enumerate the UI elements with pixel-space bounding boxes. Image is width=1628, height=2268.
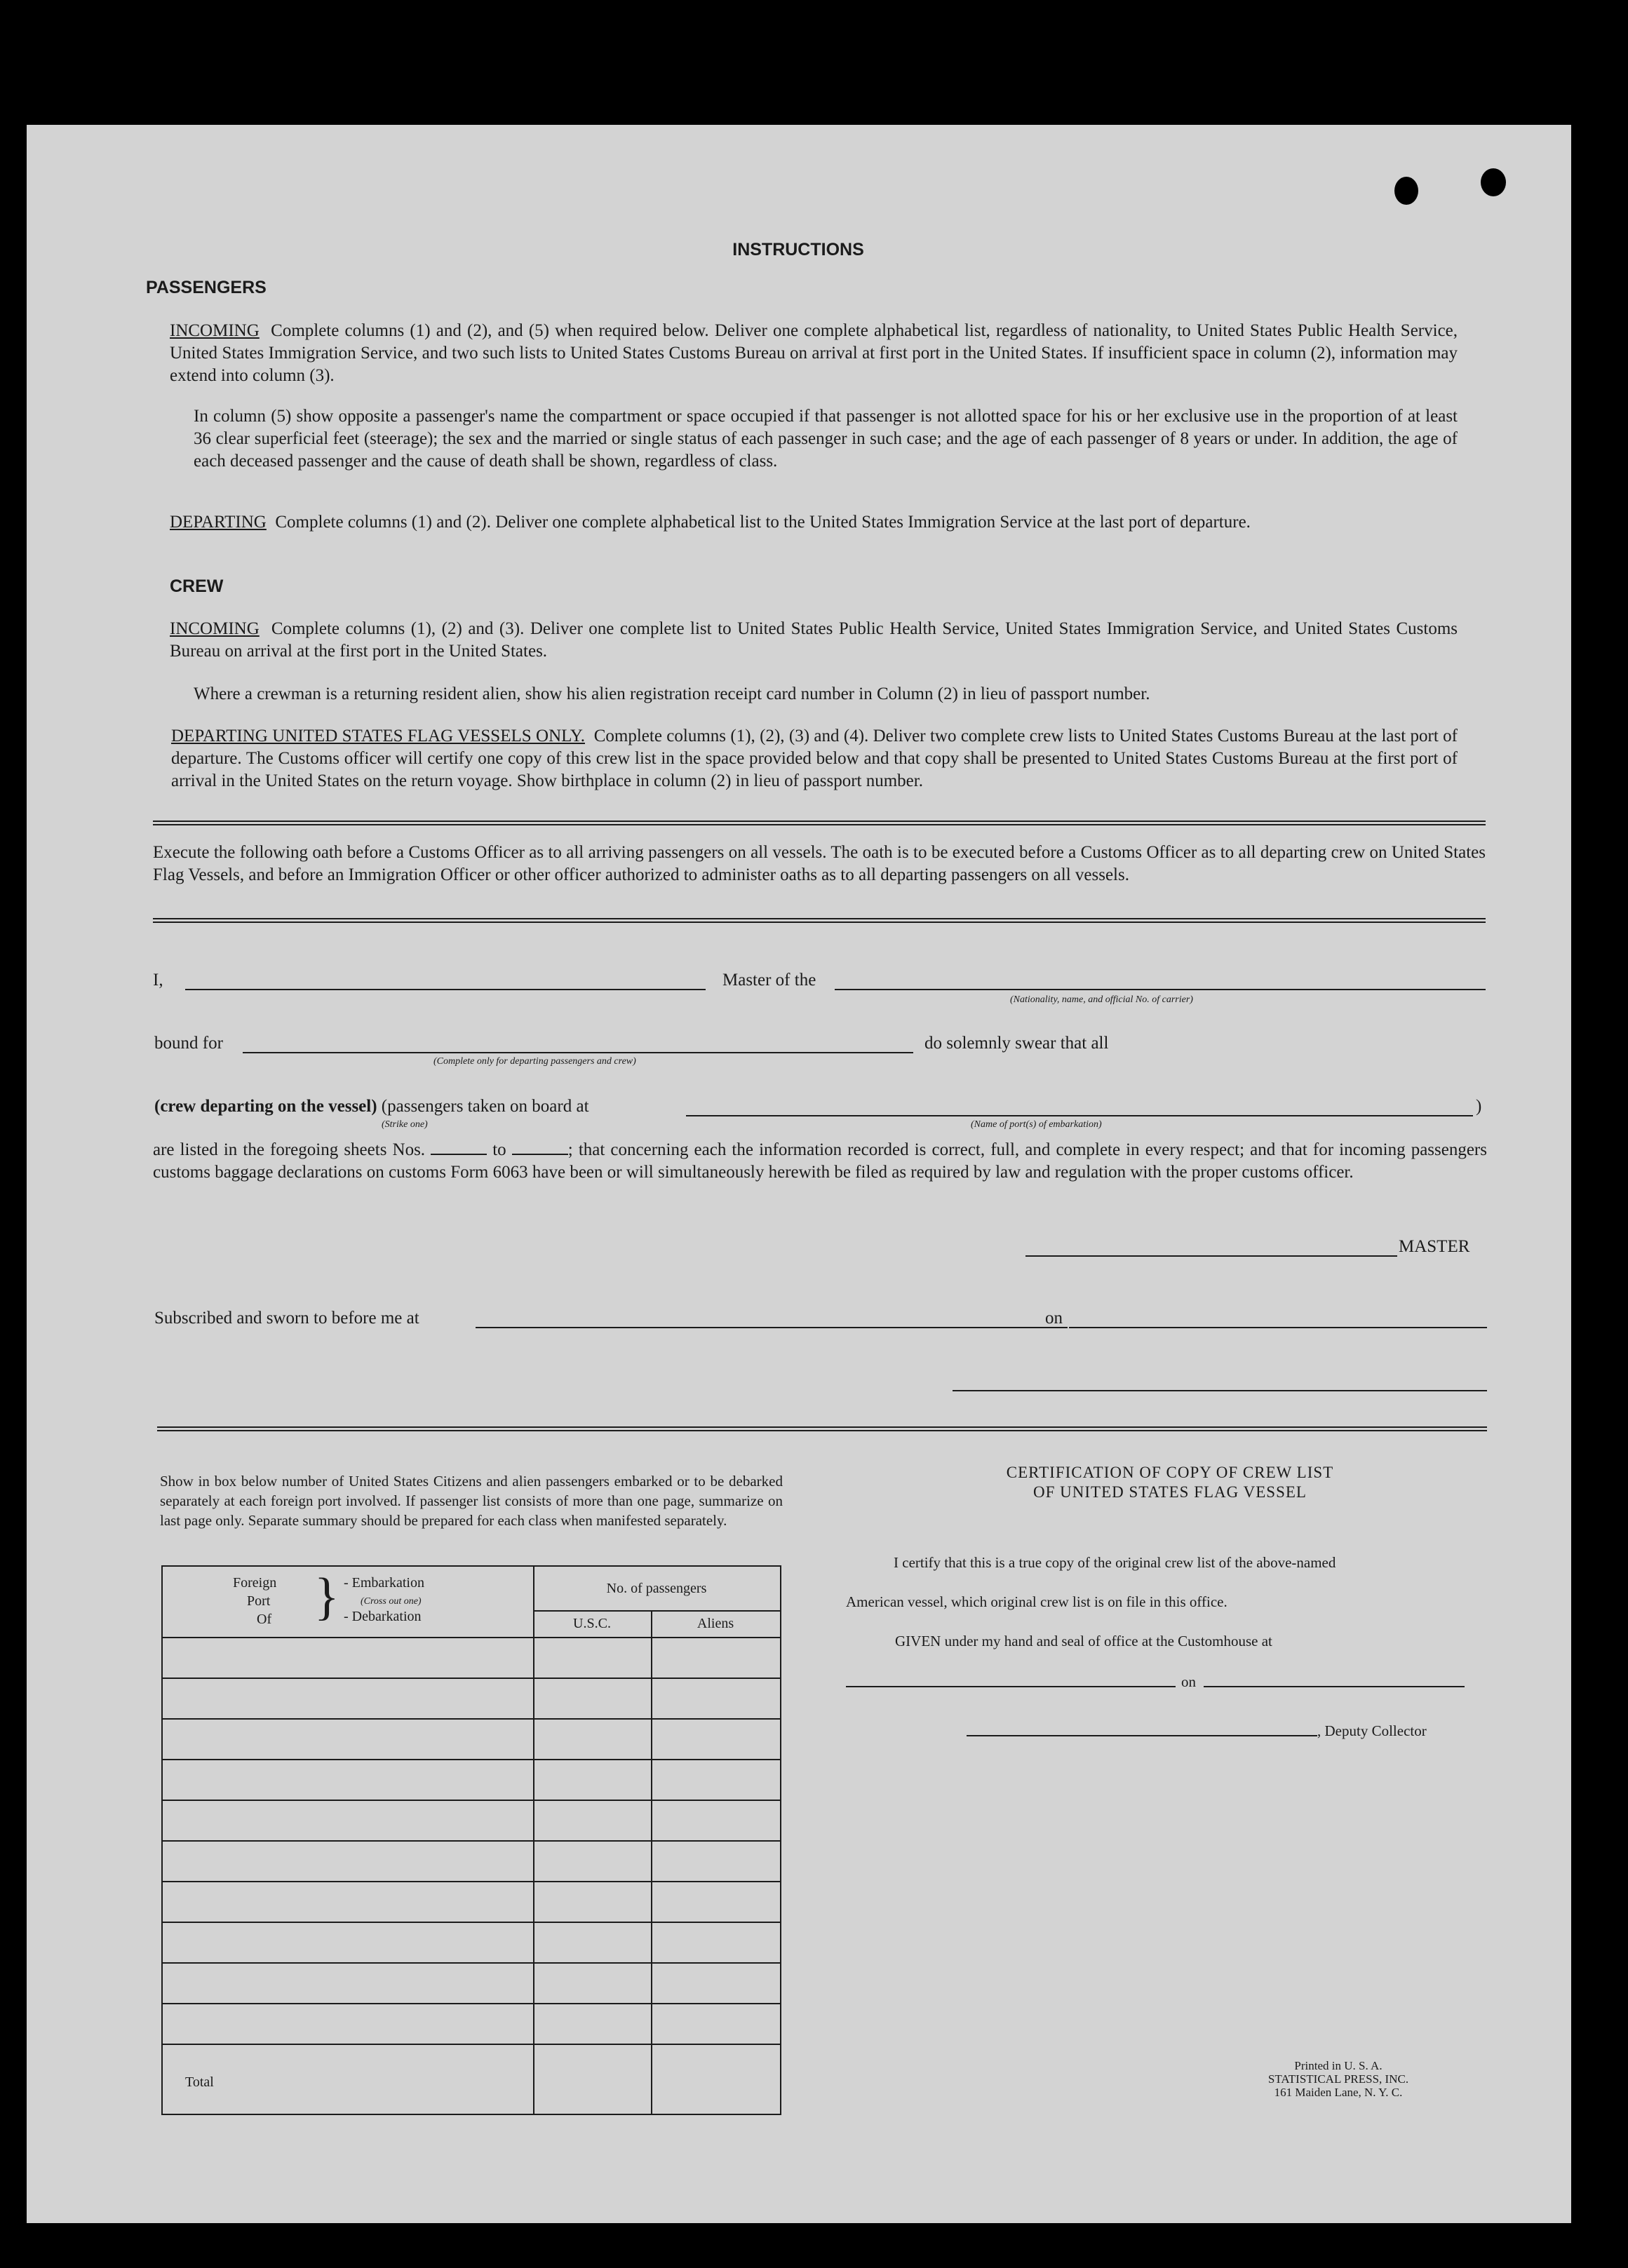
master-of-the-label: Master of the xyxy=(722,971,816,990)
do-solemnly-label: do solemnly swear that all xyxy=(924,1034,1109,1053)
listed-text-2: ; that concerning each the information recorded is correct, full, and complete in every respect; and that for incoming passengers customs baggage declarations on customs Form 6063 have been or will simultaneously herewith be filed as required by law and regulation with the proper customs officer. xyxy=(153,1140,1487,1182)
strike-one-caption: (Strike one) xyxy=(382,1119,428,1130)
total-label: Total xyxy=(185,2074,214,2090)
cert-on-label: on xyxy=(1181,1673,1196,1690)
crew-incoming-label: INCOMING xyxy=(170,619,260,638)
certify-line-1: I certify that this is a true copy of the original crew list of the above-named xyxy=(894,1554,1336,1571)
master-name-field[interactable] xyxy=(185,989,706,990)
passengers-incoming-label: INCOMING xyxy=(170,321,260,340)
passengers-incoming-text: Complete columns (1) and (2), and (5) when required below. Deliver one complete alphabetical list, regardless of nationality, to United States Public Health Service, United States Immigration Service, and two such lists to United States Customs Bureau on arrival at first port in the United States. If insufficient space in column (2), information may extend into column (3). xyxy=(170,321,1458,385)
passengers-departing-text: Complete columns (1) and (2). Deliver one complete alphabetical list to the United States Immigration Service at the last port of departure. xyxy=(275,513,1251,532)
passengers-departing-paragraph xyxy=(170,511,1458,534)
deputy-collector-label: , Deputy Collector xyxy=(1317,1722,1427,1739)
to-label: to xyxy=(492,1140,506,1159)
table-row-divider xyxy=(163,1881,780,1882)
crew-departing-option: (crew departing on the vessel) xyxy=(154,1097,377,1116)
certification-title-2: OF UNITED STATES FLAG VESSEL xyxy=(1033,1483,1307,1501)
embarkation-label: - Embarkation xyxy=(344,1575,424,1591)
form-sheet xyxy=(27,125,1571,2223)
brace-icon: } xyxy=(314,1568,339,1626)
imprint xyxy=(1233,2059,1444,2099)
usc-label: U.S.C. xyxy=(573,1616,611,1631)
passengers-taken-option: (passengers taken on board at xyxy=(381,1097,589,1116)
foreign-label: Foreign xyxy=(233,1575,277,1591)
embarkation-port-field[interactable] xyxy=(686,1115,1473,1116)
imprint-line-1: Printed in U. S. A. xyxy=(1294,2059,1383,2072)
debarkation-label: - Debarkation xyxy=(344,1609,422,1624)
strike-options xyxy=(154,1095,589,1118)
close-paren: ) xyxy=(1476,1097,1482,1116)
crew-incoming-paragraph xyxy=(170,618,1458,663)
crew-incoming-text: Complete columns (1), (2) and (3). Deliver one complete list to United States Public Health Service, United States Immigration Service, and United States Customs Bureau on arrival at the first port in the United States. xyxy=(170,619,1458,661)
sheet-from-field[interactable] xyxy=(431,1140,487,1155)
given-line: GIVEN under my hand and seal of office at the Customhouse at xyxy=(895,1633,1272,1649)
passengers-departing-label: DEPARTING xyxy=(170,513,267,532)
bound-for-field[interactable] xyxy=(243,1052,913,1053)
ports-caption: (Name of port(s) of embarkation) xyxy=(971,1119,1102,1130)
sworn-location-field[interactable] xyxy=(476,1327,1068,1328)
port-label: Port xyxy=(247,1593,271,1609)
passengers-incoming-paragraph xyxy=(170,320,1458,387)
officer-signature-field[interactable] xyxy=(953,1390,1487,1391)
passenger-summary-table xyxy=(161,1565,781,2115)
divider-rule xyxy=(153,918,1486,919)
complete-only-caption: (Complete only for departing passengers and crew) xyxy=(433,1056,636,1067)
subscribed-label: Subscribed and sworn to before me at xyxy=(154,1309,419,1328)
bound-for-label: bound for xyxy=(154,1034,223,1053)
table-row-divider xyxy=(163,1962,780,1964)
column5-paragraph: In column (5) show opposite a passenger's name the compartment or space occupied if that passenger is not allotted space for his or her exclusive use in the proportion of at least 36 clear superficial feet (steerage); the sex and the married or single status of each passenger in such case; and the age of each passenger of 8 years or under. In addition, the age of each deceased passenger and the cause of death shall be shown, regardless of class. xyxy=(194,407,1458,471)
cert-date-field[interactable] xyxy=(1204,1686,1465,1687)
table-row-divider xyxy=(163,1678,780,1679)
ink-blot xyxy=(1394,177,1418,205)
sheet-to-field[interactable] xyxy=(512,1140,568,1155)
table-row-divider xyxy=(163,1718,780,1720)
divider-rule xyxy=(157,1430,1487,1431)
nationality-caption: (Nationality, name, and official No. of carrier) xyxy=(1010,994,1193,1005)
crew-heading: CREW xyxy=(170,576,224,596)
of-label: Of xyxy=(257,1612,272,1627)
table-row-divider xyxy=(163,1840,780,1842)
imprint-line-2: STATISTICAL PRESS, INC. xyxy=(1267,2072,1409,2086)
master-label: MASTER xyxy=(1399,1237,1470,1256)
table-row-divider xyxy=(163,1759,780,1760)
table-header-divider xyxy=(533,1610,780,1612)
listed-paragraph xyxy=(153,1139,1487,1184)
sworn-date-field[interactable] xyxy=(1069,1327,1487,1328)
table-column-divider xyxy=(651,1610,652,2114)
crew-departing-label: DEPARTING UNITED STATES FLAG VESSELS ONLY. xyxy=(171,727,585,745)
aliens-label: Aliens xyxy=(697,1616,734,1631)
table-row-divider xyxy=(163,1922,780,1923)
carrier-field[interactable] xyxy=(835,989,1486,990)
crew-departing-text: Complete columns (1), (2), (3) and (4). Deliver two complete crew lists to United States Customs Bureau at the last port of departure. The Customs officer will certify one copy of this crew list in the space provided below and that copy shall be presented to United States Customs Bureau at the first port of arrival in the United States on the return voyage. Show birthplace in column (2) in lieu of passport number. xyxy=(171,727,1458,790)
divider-rule xyxy=(153,922,1486,923)
no-of-passengers-label: No. of passengers xyxy=(606,1581,707,1596)
oath-intro: Execute the following oath before a Customs Officer as to all arriving passengers on all vessels. The oath is to be executed before a Customs Officer as to all departing crew on United States Flag Vessels, and before an Immigration Officer or other officer authorized to administer oaths as to all departing passengers on all vessels. xyxy=(153,843,1486,884)
divider-rule xyxy=(153,824,1486,825)
instructions-title: INSTRUCTIONS xyxy=(732,240,864,259)
table-row-divider xyxy=(163,2044,780,2045)
ink-blot xyxy=(1481,168,1506,196)
table-row-divider xyxy=(163,2003,780,2004)
customhouse-field[interactable] xyxy=(846,1686,1176,1687)
master-signature-field[interactable] xyxy=(1025,1255,1397,1257)
table-row-divider xyxy=(163,1800,780,1801)
oath-i-label: I, xyxy=(153,971,163,990)
deputy-collector-signature-field[interactable] xyxy=(967,1735,1317,1736)
divider-rule xyxy=(153,821,1486,822)
sworn-on-label: on xyxy=(1045,1309,1063,1328)
crew-departing-paragraph xyxy=(171,725,1458,792)
listed-text-1: are listed in the foregoing sheets Nos. xyxy=(153,1140,426,1159)
passengers-heading: PASSENGERS xyxy=(146,278,267,297)
cross-out-caption: (Cross out one) xyxy=(361,1596,422,1607)
crew-alien-paragraph: Where a crewman is a returning resident alien, show his alien registration receipt card number in Column (2) in lieu of passport number. xyxy=(194,684,1150,703)
certification-title-1: CERTIFICATION OF COPY OF CREW LIST xyxy=(1006,1464,1334,1481)
summary-instructions: Show in box below number of United States Citizens and alien passengers embarked or to be debarked separately at each foreign port involved. If passenger list consists of more than one page, summarize on last page only. Separate summary should be prepared for each class when manifested separately. xyxy=(160,1473,783,1529)
divider-rule xyxy=(157,1426,1487,1428)
certify-line-2: American vessel, which original crew list is on file in this office. xyxy=(846,1593,1227,1610)
imprint-line-3: 161 Maiden Lane, N. Y. C. xyxy=(1274,2086,1403,2099)
table-row-divider xyxy=(163,1637,780,1638)
